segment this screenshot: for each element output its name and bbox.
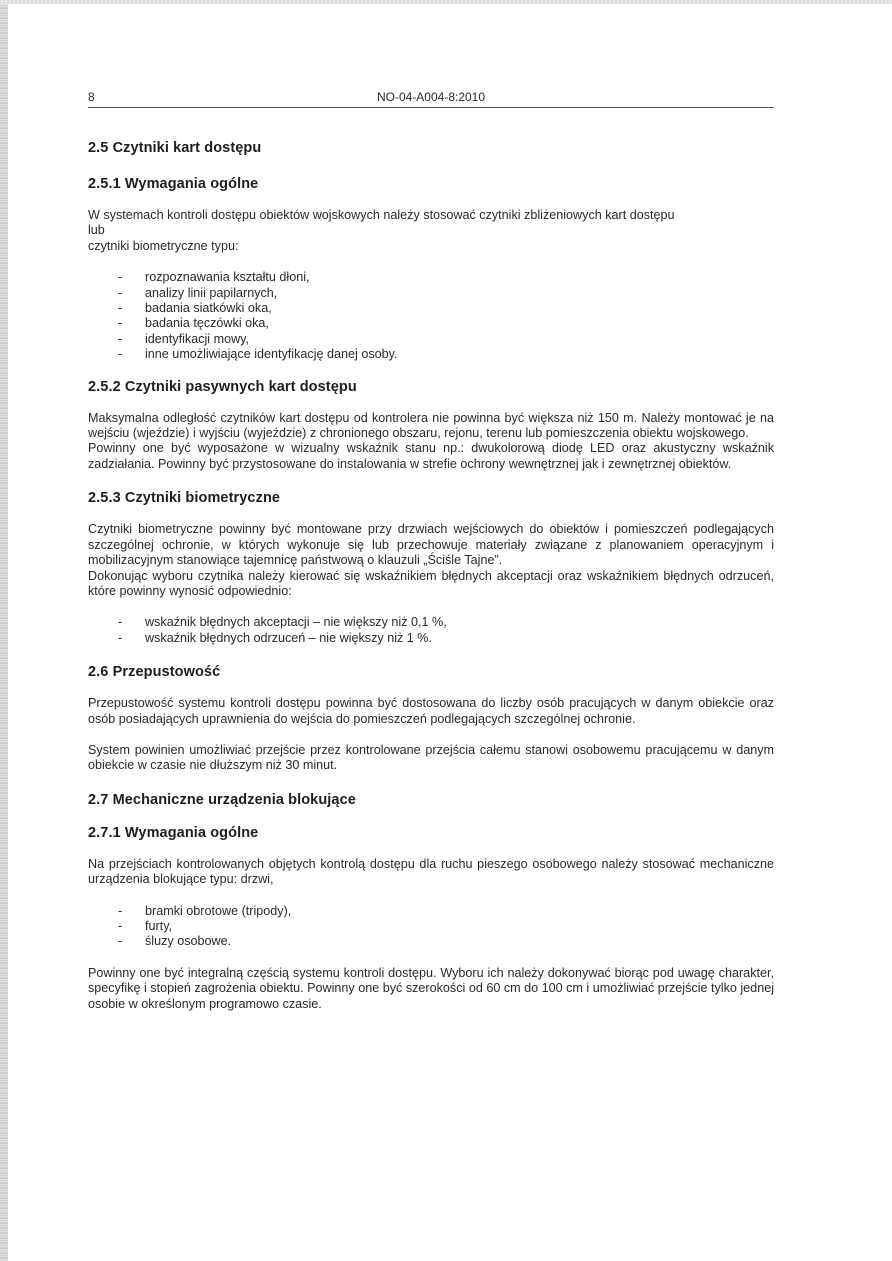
heading-2-6: 2.6 Przepustowość xyxy=(88,664,221,681)
list-item: - inne umożliwiające identyfikację danej osoby. xyxy=(88,347,774,362)
list-item: - identyfikacji mowy, xyxy=(88,332,774,347)
intro-line-1: W systemach kontroli dostępu obiektów wojskowych należy stosować czytniki zbliżeniowych kart dostępu xyxy=(88,208,675,222)
section-2-6-paragraph-2: System powinien umożliwiać przejście przez kontrolowane przejścia całemu stanowi osobowemu pracującemu w danym obiekcie w czasie nie dłuższym niż 30 minut. xyxy=(88,742,774,773)
section-2-5-1-intro xyxy=(88,208,774,254)
list-item: - śluzy osobowe. xyxy=(88,934,774,949)
intro-line-2: lub xyxy=(88,223,105,238)
heading-2-5: 2.5 Czytniki kart dostępu xyxy=(88,140,262,156)
scan-edge-top xyxy=(0,0,892,4)
error-rates-list xyxy=(88,615,774,646)
scan-edge-left xyxy=(0,0,8,1261)
intro-line-3: czytniki biometryczne typu: xyxy=(88,238,239,253)
list-item: - rozpoznawania kształtu dłoni, xyxy=(88,270,774,285)
list-item: - badania siatkówki oka, xyxy=(88,301,774,316)
heading-2-5-3: 2.5.3 Czytniki biometryczne xyxy=(88,490,281,507)
heading-2-5-2: 2.5.2 Czytniki pasywnych kart dostępu xyxy=(88,378,357,395)
list-item: - bramki obrotowe (tripody), xyxy=(88,904,774,919)
list-item: - furty, xyxy=(88,919,774,934)
list-item: - badania tęczówki oka, xyxy=(88,316,774,331)
section-2-5-3-paragraph-2: Dokonując wyboru czytnika należy kierować się wskaźnikiem błędnych akceptacji oraz wskaźnikiem błędnych odrzuceń, które powinny wynosić odpowiednio: xyxy=(88,568,774,598)
page-content xyxy=(88,140,774,1012)
section-2-5-3-paragraph-1: Czytniki biometryczne powinny być montowane przy drzwiach wejściowych do obiektów i pomieszczeń podlegających szczególnej ochronie, w których wykonuje się lub przechowuje materiały związane z planowaniem operacyjnym i mobilizacyjnym stanowiące tajemnicę państwową o klauzuli „Ściśle Tajne”. xyxy=(88,522,774,568)
section-2-6-paragraph-1: Przepustowość systemu kontroli dostępu powinna być dostosowana do liczby osób pracujących w danym obiekcie oraz osób posiadających uprawnienia do wejścia do pomieszczeń podlegających szczególnej ochronie. xyxy=(88,696,774,726)
list-item: - wskaźnik błędnych akceptacji – nie większy niż 0,1 %, xyxy=(88,615,774,630)
heading-2-5-1: 2.5.1 Wymagania ogólne xyxy=(88,176,259,192)
reader-types-list xyxy=(88,270,774,362)
heading-2-7-1: 2.7.1 Wymagania ogólne xyxy=(88,824,259,841)
section-2-7-1-paragraph-2: Powinny one być integralną częścią systemu kontroli dostępu. Wyboru ich należy dokonywać biorąc pod uwagę charakter, specyfikę i stopień zagrożenia obiektu. Powinny one być szerokości od 60 cm do 100 cm i umożliwiać przejście tylko jednej osobie w określonym programowo czasie. xyxy=(88,965,774,1011)
section-2-5-2-paragraph-2: Powinny one być wyposażone w wizualny wskaźnik stanu np.: dwukolorową diodę LED oraz akustyczny wskaźnik zadziałania. Powinny być przystosowane do instalowania w strefie ochrony wewnętrznej jak i zewnętrznej obiektów. xyxy=(88,441,774,471)
heading-2-7: 2.7 Mechaniczne urządzenia blokujące xyxy=(88,791,356,808)
blocking-devices-list xyxy=(88,904,774,950)
page-header xyxy=(88,90,774,108)
page-number: 8 xyxy=(88,90,95,104)
list-item: - wskaźnik błędnych odrzuceń – nie większy niż 1 %. xyxy=(88,631,774,646)
document-id: NO-04-A004-8:2010 xyxy=(376,90,486,104)
section-2-7-1-paragraph-1: Na przejściach kontrolowanych objętych kontrolą dostępu dla ruchu pieszego osobowego należy stosować mechaniczne urządzenia blokujące typu: drzwi, xyxy=(88,856,774,887)
section-2-5-2-paragraph-1: Maksymalna odległość czytników kart dostępu od kontrolera nie powinna być większa niż 150 m. Należy montować je na wejściu (wjeździe) i wyjściu (wyjeździe) z chronionego obszaru, rejonu, terenu lub pomieszczenia obiektu wojskowego. xyxy=(88,410,774,441)
list-item: - analizy linii papilarnych, xyxy=(88,286,774,301)
